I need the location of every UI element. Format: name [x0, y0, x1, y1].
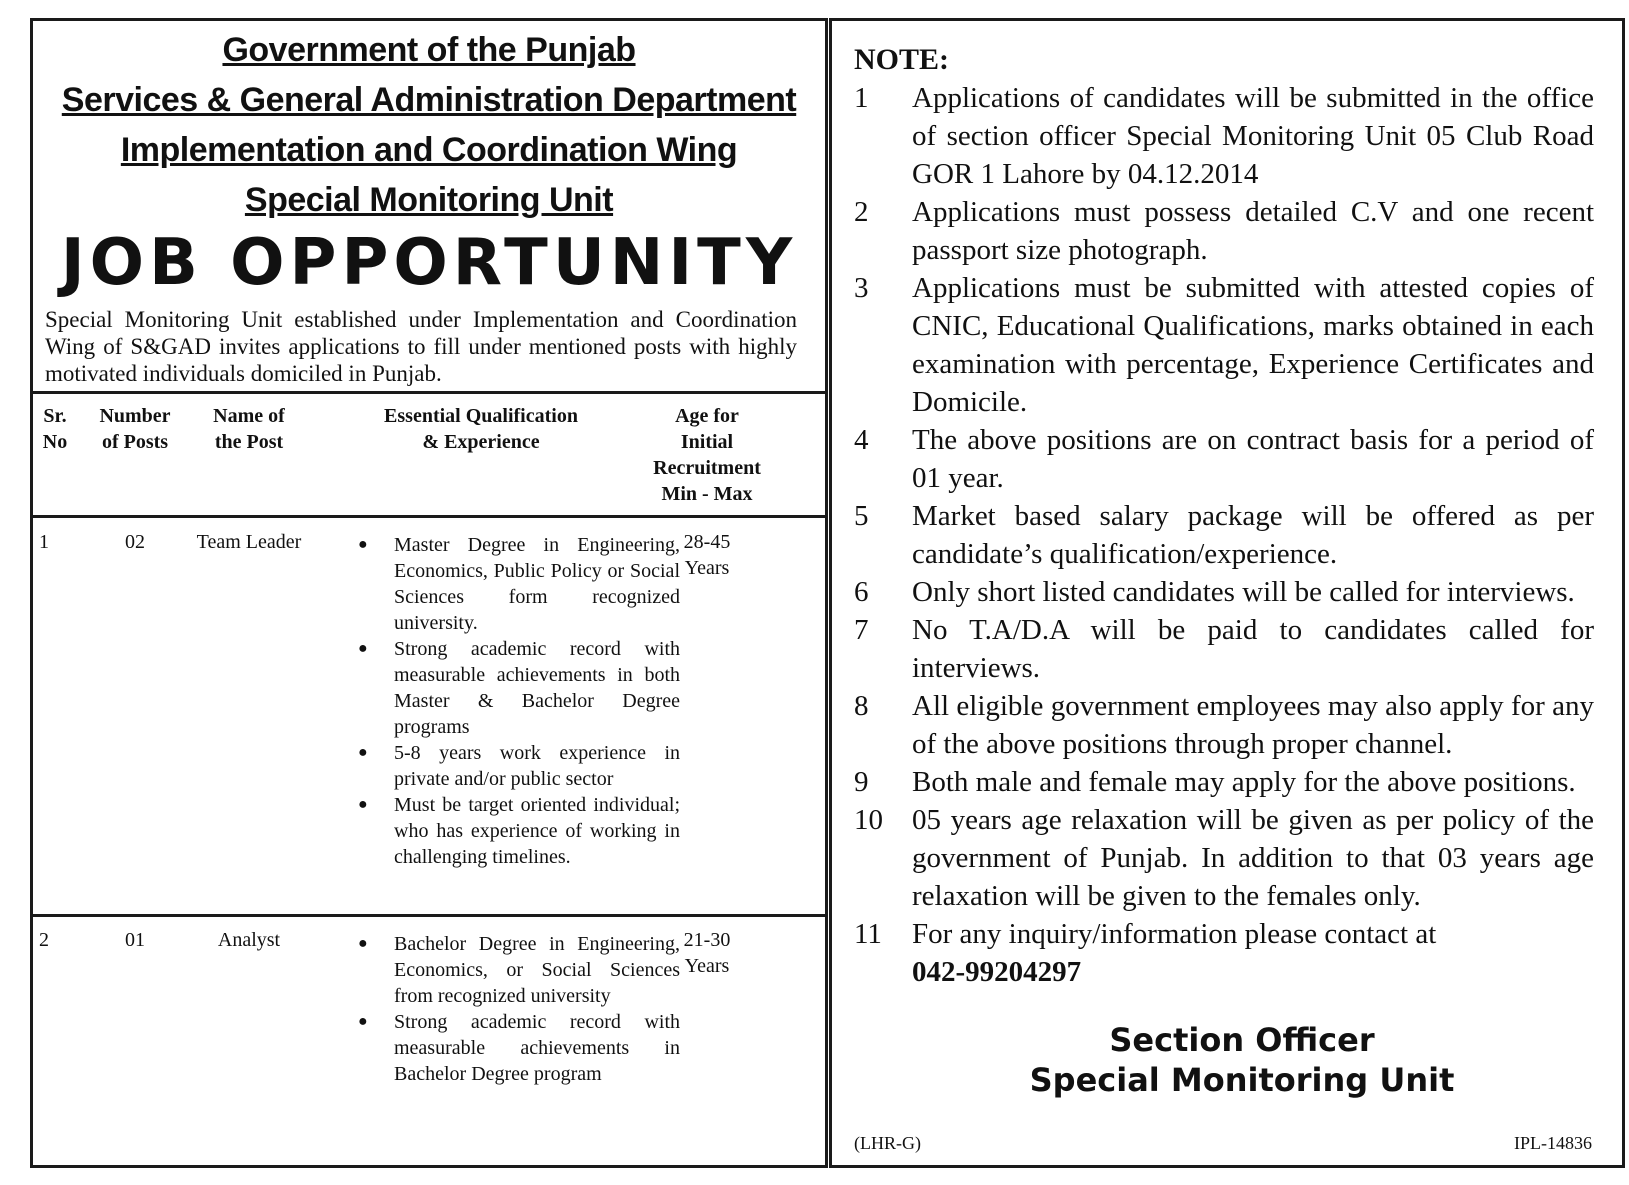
col-header-number-line2: of Posts — [101, 431, 169, 453]
job-ad-right-panel — [829, 18, 1625, 1168]
note-text: Only short listed candidates will be called for interviews. — [912, 576, 1575, 608]
row2-posts: 01 — [125, 929, 145, 951]
col-header-name-line1: Name of — [213, 405, 285, 427]
col-header-age-line3: Recruitment — [653, 457, 761, 479]
note-text: For any inquiry/information please contact at — [912, 918, 1437, 950]
note-text: Applications must be submitted with attested copies of CNIC, Educational Qualifications, marks obtained in each examination with percentage, Experience Certificates and Domicile. — [912, 272, 1594, 418]
note-text: Both male and female may apply for the above positions. — [912, 766, 1576, 798]
header-bottom-rule — [33, 515, 825, 518]
header-unit: Special Monitoring Unit — [244, 181, 614, 219]
note-text: No T.A/D.A will be paid to candidates called for interviews. — [912, 614, 1594, 684]
note-item — [854, 801, 1594, 915]
note-title: NOTE: — [854, 43, 950, 76]
contact-phone: 042-99204297 — [912, 956, 1082, 988]
note-text: 05 years age relaxation will be given as per policy of the government of Punjab. In addition to that 03 years age relaxation will be given to the females only. — [912, 804, 1594, 912]
row2-sr: 2 — [39, 929, 49, 951]
col-header-name-line2: the Post — [214, 431, 284, 453]
note-number: 11 — [854, 918, 882, 950]
note-item — [854, 193, 1594, 269]
row1-post-name: Team Leader — [196, 531, 302, 553]
note-number: 5 — [854, 500, 869, 532]
header-department: Services & General Administration Department — [61, 81, 797, 119]
col-header-sr-line2: No — [42, 431, 68, 453]
ref-code-left: (LHR-G) — [854, 1133, 921, 1153]
job-ad-left-panel — [30, 18, 828, 1168]
job-opportunity-title: JOB OPPORTUNITY — [60, 226, 798, 300]
row2-age-unit: Years — [684, 955, 730, 977]
note-text: Applications must possess detailed C.V and one recent passport size photograph. — [912, 196, 1594, 266]
col-header-sr-line1: Sr. — [43, 405, 67, 427]
row1-age-range: 28-45 — [683, 531, 731, 553]
note-item — [854, 269, 1594, 421]
signature-unit: Special Monitoring Unit — [1029, 1061, 1455, 1099]
row2-age — [647, 927, 767, 979]
row1-age-unit: Years — [684, 557, 730, 579]
notes-list — [854, 79, 1594, 991]
signature-title: Section Officer — [1109, 1021, 1375, 1059]
col-header-qualification-line2: & Experience — [422, 431, 540, 453]
col-header-age-line4: Min - Max — [661, 483, 753, 505]
note-number: 10 — [854, 804, 883, 836]
note-number: 3 — [854, 272, 869, 304]
note-number: 7 — [854, 614, 869, 646]
ref-code-right: IPL-14836 — [1514, 1133, 1592, 1153]
row1-qualification-item: ● 5-8 years work experience in private and/or public sector — [358, 740, 680, 792]
row1-posts: 02 — [125, 531, 145, 553]
row2-qualifications — [358, 931, 680, 1087]
note-number: 8 — [854, 690, 869, 722]
col-header-age — [637, 403, 777, 507]
note-number: 6 — [854, 576, 869, 608]
row1-qualification-item: ● Strong academic record with measurable achievements in both Master & Bachelor Degree programs — [358, 636, 680, 740]
intro-paragraph: Special Monitoring Unit established under Implementation and Coordination Wing of S&GAD invites applications to fill under mentioned posts with highly motivated individuals domiciled in Punjab. — [45, 307, 797, 386]
note-item — [854, 915, 1594, 991]
note-item — [854, 497, 1594, 573]
header-wing: Implementation and Coordination Wing — [120, 131, 738, 169]
table-top-rule — [33, 391, 825, 394]
row1-qualifications — [358, 532, 680, 870]
col-header-qualification-line1: Essential Qualification — [384, 405, 578, 427]
note-item — [854, 763, 1594, 801]
row2-qualification-item: ● Bachelor Degree in Engineering, Economics, or Social Sciences from recognized university — [358, 931, 680, 1009]
note-item — [854, 611, 1594, 687]
row2-post-name: Analyst — [217, 929, 281, 951]
note-text: Applications of candidates will be submitted in the office of section officer Special Monitoring Unit 05 Club Road GOR 1 Lahore by 04.12.2014 — [912, 82, 1594, 190]
row1-bottom-rule — [33, 914, 825, 917]
header-government: Government of the Punjab — [222, 31, 636, 69]
row2-qualification-item: ● Strong academic record with measurable achievements in Bachelor Degree program — [358, 1009, 680, 1087]
note-item — [854, 421, 1594, 497]
row1-qualification-item: ● Must be target oriented individual; who has experience of working in challenging timelines. — [358, 792, 680, 870]
col-header-age-line2: Initial — [680, 431, 734, 453]
col-header-sr — [37, 403, 73, 455]
row1-sr: 1 — [39, 531, 49, 553]
col-header-number — [85, 403, 185, 455]
row1-age — [647, 529, 767, 581]
row1-qualification-item: ● Master Degree in Engineering, Economics, Public Policy or Social Sciences form recognized university. — [358, 532, 680, 636]
note-text-contact — [912, 915, 1594, 991]
note-number: 1 — [854, 82, 869, 114]
col-header-name — [199, 403, 299, 455]
row2-age-range: 21-30 — [683, 929, 731, 951]
note-text: All eligible government employees may also apply for any of the above positions through proper channel. — [912, 690, 1594, 760]
note-item — [854, 687, 1594, 763]
col-header-age-line1: Age for — [675, 405, 739, 427]
col-header-qualification — [351, 403, 611, 455]
note-number: 9 — [854, 766, 869, 798]
note-number: 4 — [854, 424, 869, 456]
note-item — [854, 79, 1594, 193]
note-number: 2 — [854, 196, 869, 228]
note-item — [854, 573, 1594, 611]
note-text: Market based salary package will be offered as per candidate’s qualification/experience. — [912, 500, 1594, 570]
col-header-number-line1: Number — [99, 405, 171, 427]
note-text: The above positions are on contract basis for a period of 01 year. — [912, 424, 1594, 494]
